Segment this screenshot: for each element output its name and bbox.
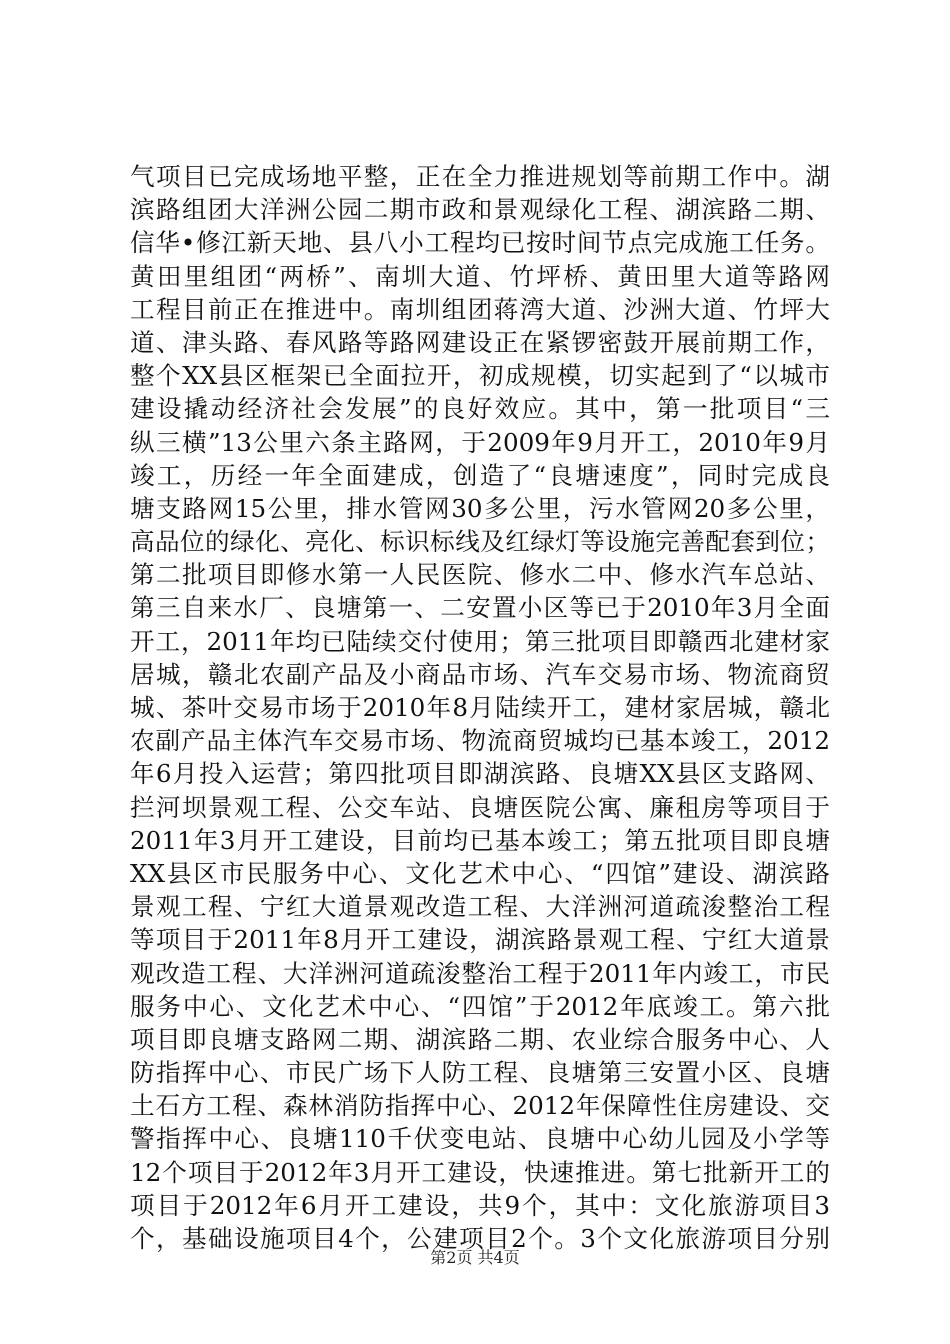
text-line: 服务中心、文化艺术中心、“四馆”于2012年底竣工。第六批 xyxy=(130,991,830,1021)
text-line: 个，基础设施项目4个，公建项目2个。3个文化旅游项目分别 xyxy=(130,1224,830,1253)
text-line: 农副产品主体汽车交易市场、物流商贸城均已基本竣工，2012 xyxy=(130,726,830,756)
text-line: 项目即良塘支路网二期、湖滨路二期、农业综合服务中心、人 xyxy=(130,1024,830,1054)
text-line: XX县区市民服务中心、文化艺术中心、“四馆”建设、湖滨路 xyxy=(130,858,830,888)
text-line: 观改造工程、大洋洲河道疏浚整治工程于2011年内竣工，市民 xyxy=(130,958,830,988)
text-line: 2011年3月开工建设，目前均已基本竣工；第五批项目即良塘 xyxy=(130,825,830,855)
text-line: 竣工，历经一年全面建成，创造了“良塘速度”，同时完成良 xyxy=(130,460,830,490)
text-line: 居城，赣北农副产品及小商品市场、汽车交易市场、物流商贸 xyxy=(130,659,830,689)
text-line: 道、津头路、春风路等路网建设正在紧锣密鼓开展前期工作， xyxy=(130,327,830,357)
text-line: 建设撬动经济社会发展”的良好效应。其中，第一批项目“三 xyxy=(130,394,830,424)
text-line: 项目于2012年6月开工建设，共9个，其中：文化旅游项目3 xyxy=(130,1190,830,1220)
page-number: 第2页 共4页 xyxy=(430,1248,520,1267)
text-line: 拦河坝景观工程、公交车站、良塘医院公寓、廉租房等项目于 xyxy=(130,792,830,822)
text-line: 12个项目于2012年3月开工建设，快速推进。第七批新开工的 xyxy=(130,1157,830,1187)
text-line: 信华•修江新天地、县八小工程均已按时间节点完成施工任务。 xyxy=(130,228,830,258)
text-line: 整个XX县区框架已全面拉开，初成规模，切实起到了“以城市 xyxy=(130,361,830,391)
text-line: 开工，2011年均已陆续交付使用；第三批项目即赣西北建材家 xyxy=(130,626,830,656)
text-line: 黄田里组团“两桥”、南圳大道、竹坪桥、黄田里大道等路网 xyxy=(130,261,830,291)
text-line: 年6月投入运营；第四批项目即湖滨路、良塘XX县区支路网、 xyxy=(130,759,830,789)
text-line: 气项目已完成场地平整，正在全力推进规划等前期工作中。湖 xyxy=(130,162,830,191)
text-line: 高品位的绿化、亮化、标识标线及红绿灯等设施完善配套到位； xyxy=(130,527,830,557)
text-line: 警指挥中心、良塘110千伏变电站、良塘中心幼儿园及小学等 xyxy=(130,1124,830,1154)
text-line: 防指挥中心、市民广场下人防工程、良塘第三安置小区、良塘 xyxy=(130,1058,830,1088)
text-line: 土石方工程、森林消防指挥中心、2012年保障性住房建设、交 xyxy=(130,1091,830,1121)
text-line: 第二批项目即修水第一人民医院、修水二中、修水汽车总站、 xyxy=(130,560,830,590)
text-line: 第三自来水厂、良塘第一、二安置小区等已于2010年3月全面 xyxy=(130,593,830,623)
text-line: 纵三横”13公里六条主路网，于2009年9月开工，2010年9月 xyxy=(130,427,830,457)
body-paragraph xyxy=(130,160,830,1255)
text-line: 城、茶叶交易市场于2010年8月陆续开工，建材家居城，赣北 xyxy=(130,693,830,722)
text-line: 等项目于2011年8月开工建设，湖滨路景观工程、宁红大道景 xyxy=(130,925,830,955)
text-line: 景观工程、宁红大道景观改造工程、大洋洲河道疏浚整治工程 xyxy=(130,892,830,922)
text-line: 滨路组团大洋洲公园二期市政和景观绿化工程、湖滨路二期、 xyxy=(130,195,830,225)
text-line: 工程目前正在推进中。南圳组团蒋湾大道、沙洲大道、竹坪大 xyxy=(130,294,830,324)
text-line: 塘支路网15公里，排水管网30多公里，污水管网20多公里， xyxy=(130,493,830,523)
